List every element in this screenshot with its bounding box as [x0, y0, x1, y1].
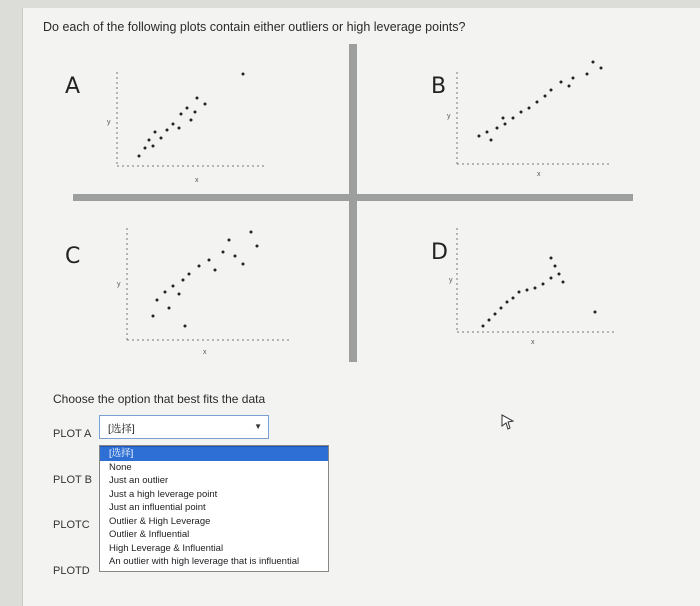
plot-a-xlabel: x	[195, 177, 199, 184]
dropdown-option-none[interactable]: None	[109, 461, 132, 473]
plot-d-xlabel: x	[531, 339, 535, 346]
plot-c-letter: C	[65, 244, 81, 269]
plot-d-scatter	[447, 216, 627, 356]
plot-a-scatter	[95, 68, 275, 188]
svg-text:y: y	[449, 277, 453, 284]
plot-c-xlabel: x	[203, 349, 207, 356]
dropdown-option-high-leverage[interactable]: Just a high leverage point	[109, 488, 218, 500]
dropdown-option-influential[interactable]: Just an influential point	[109, 502, 206, 513]
plot-b-letter: B	[431, 74, 447, 99]
quiz-page	[22, 8, 700, 606]
plot-a-letter: A	[65, 74, 81, 99]
plot-c-scatter	[113, 220, 303, 360]
instruction-text: Choose the option that best fits the data	[53, 392, 266, 406]
dropdown-option-outlier[interactable]: Just an outlier	[109, 475, 169, 486]
chevron-down-icon: ▼	[254, 422, 262, 431]
svg-text:y: y	[117, 281, 121, 288]
dropdown-option-high-leverage-influential[interactable]: High Leverage & Influential	[109, 542, 224, 554]
plot-a-ylabel: y	[107, 119, 111, 126]
plot-b-xlabel: x	[537, 171, 541, 178]
row-label-plot-b: PLOT B	[53, 474, 92, 486]
plot-d-letter: D	[431, 240, 448, 265]
svg-text:y: y	[447, 113, 451, 120]
dropdown-option-outlier-influential[interactable]: Outlier & Influential	[109, 529, 190, 540]
plot-grid	[43, 44, 633, 362]
dropdown-menu	[99, 445, 329, 572]
plot-b-scatter	[441, 52, 621, 182]
vertical-divider	[349, 44, 357, 362]
row-label-plot-c: PLOTC	[53, 519, 90, 531]
plot-a-select[interactable]	[99, 415, 269, 439]
dropdown-option-placeholder[interactable]: [选择]	[100, 446, 328, 461]
question-text: Do each of the following plots contain either outliers or high leverage points?	[43, 20, 466, 34]
row-label-plot-d: PLOTD	[53, 565, 90, 577]
select-value: [选择]	[108, 423, 135, 435]
dropdown-option-all[interactable]: An outlier with high leverage that is influential	[109, 556, 300, 567]
dropdown-option-outlier-high-leverage[interactable]: Outlier & High Leverage	[109, 515, 211, 527]
mouse-cursor-icon	[501, 414, 515, 430]
row-label-plot-a: PLOT A	[53, 428, 92, 440]
